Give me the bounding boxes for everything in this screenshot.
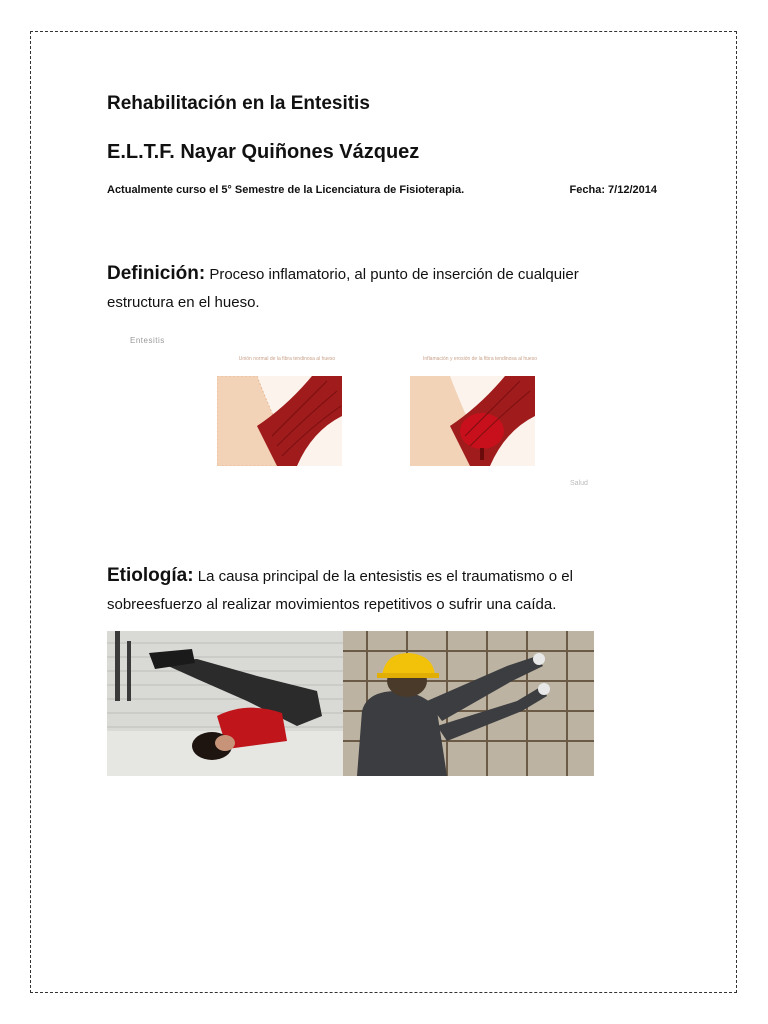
- definition-text: Proceso inflamatorio, al punto de inserción de cualquier estructura en el hueso.: [107, 266, 579, 311]
- etiology-photos: [107, 631, 594, 776]
- definition-heading: Definición:: [107, 263, 206, 284]
- normal-insertion-label: Unión normal de la fibra tendinosa al hueso: [238, 356, 336, 362]
- enthesitis-figure: [125, 332, 635, 502]
- definition-paragraph: [107, 260, 647, 317]
- inflamed-insertion-panel: [410, 356, 550, 468]
- document-author: E.L.T.F. Nayar Quiñones Vázquez: [107, 141, 420, 163]
- document-info-line: [107, 184, 657, 196]
- etiology-text: La causa principal de la entesistis es el traumatismo o el sobreesfuerzo al realizar movimientos repetitivos o sufrir una caída.: [107, 568, 573, 613]
- normal-insertion-panel: [217, 356, 357, 468]
- document-title: Rehabilitación en la Entesitis: [107, 93, 370, 114]
- semester-note: Actualmente curso el 5° Semestre de la Licenciatura de Fisioterapia.: [107, 184, 465, 196]
- normal-insertion-illustration: [217, 376, 342, 466]
- document-date: Fecha: 7/12/2014: [569, 184, 657, 196]
- figure-logo: Salud: [570, 480, 588, 487]
- inflamed-insertion-illustration: [410, 376, 535, 466]
- etiology-paragraph: [107, 562, 647, 619]
- etiology-heading: Etiología:: [107, 565, 194, 586]
- page-border: [30, 31, 737, 993]
- inflamed-insertion-label: Inflamación y erosión de la fibra tendinosa al hueso: [423, 356, 537, 362]
- fall-and-worker-photo: [107, 631, 594, 776]
- figure-caption: Entesitis: [130, 336, 165, 345]
